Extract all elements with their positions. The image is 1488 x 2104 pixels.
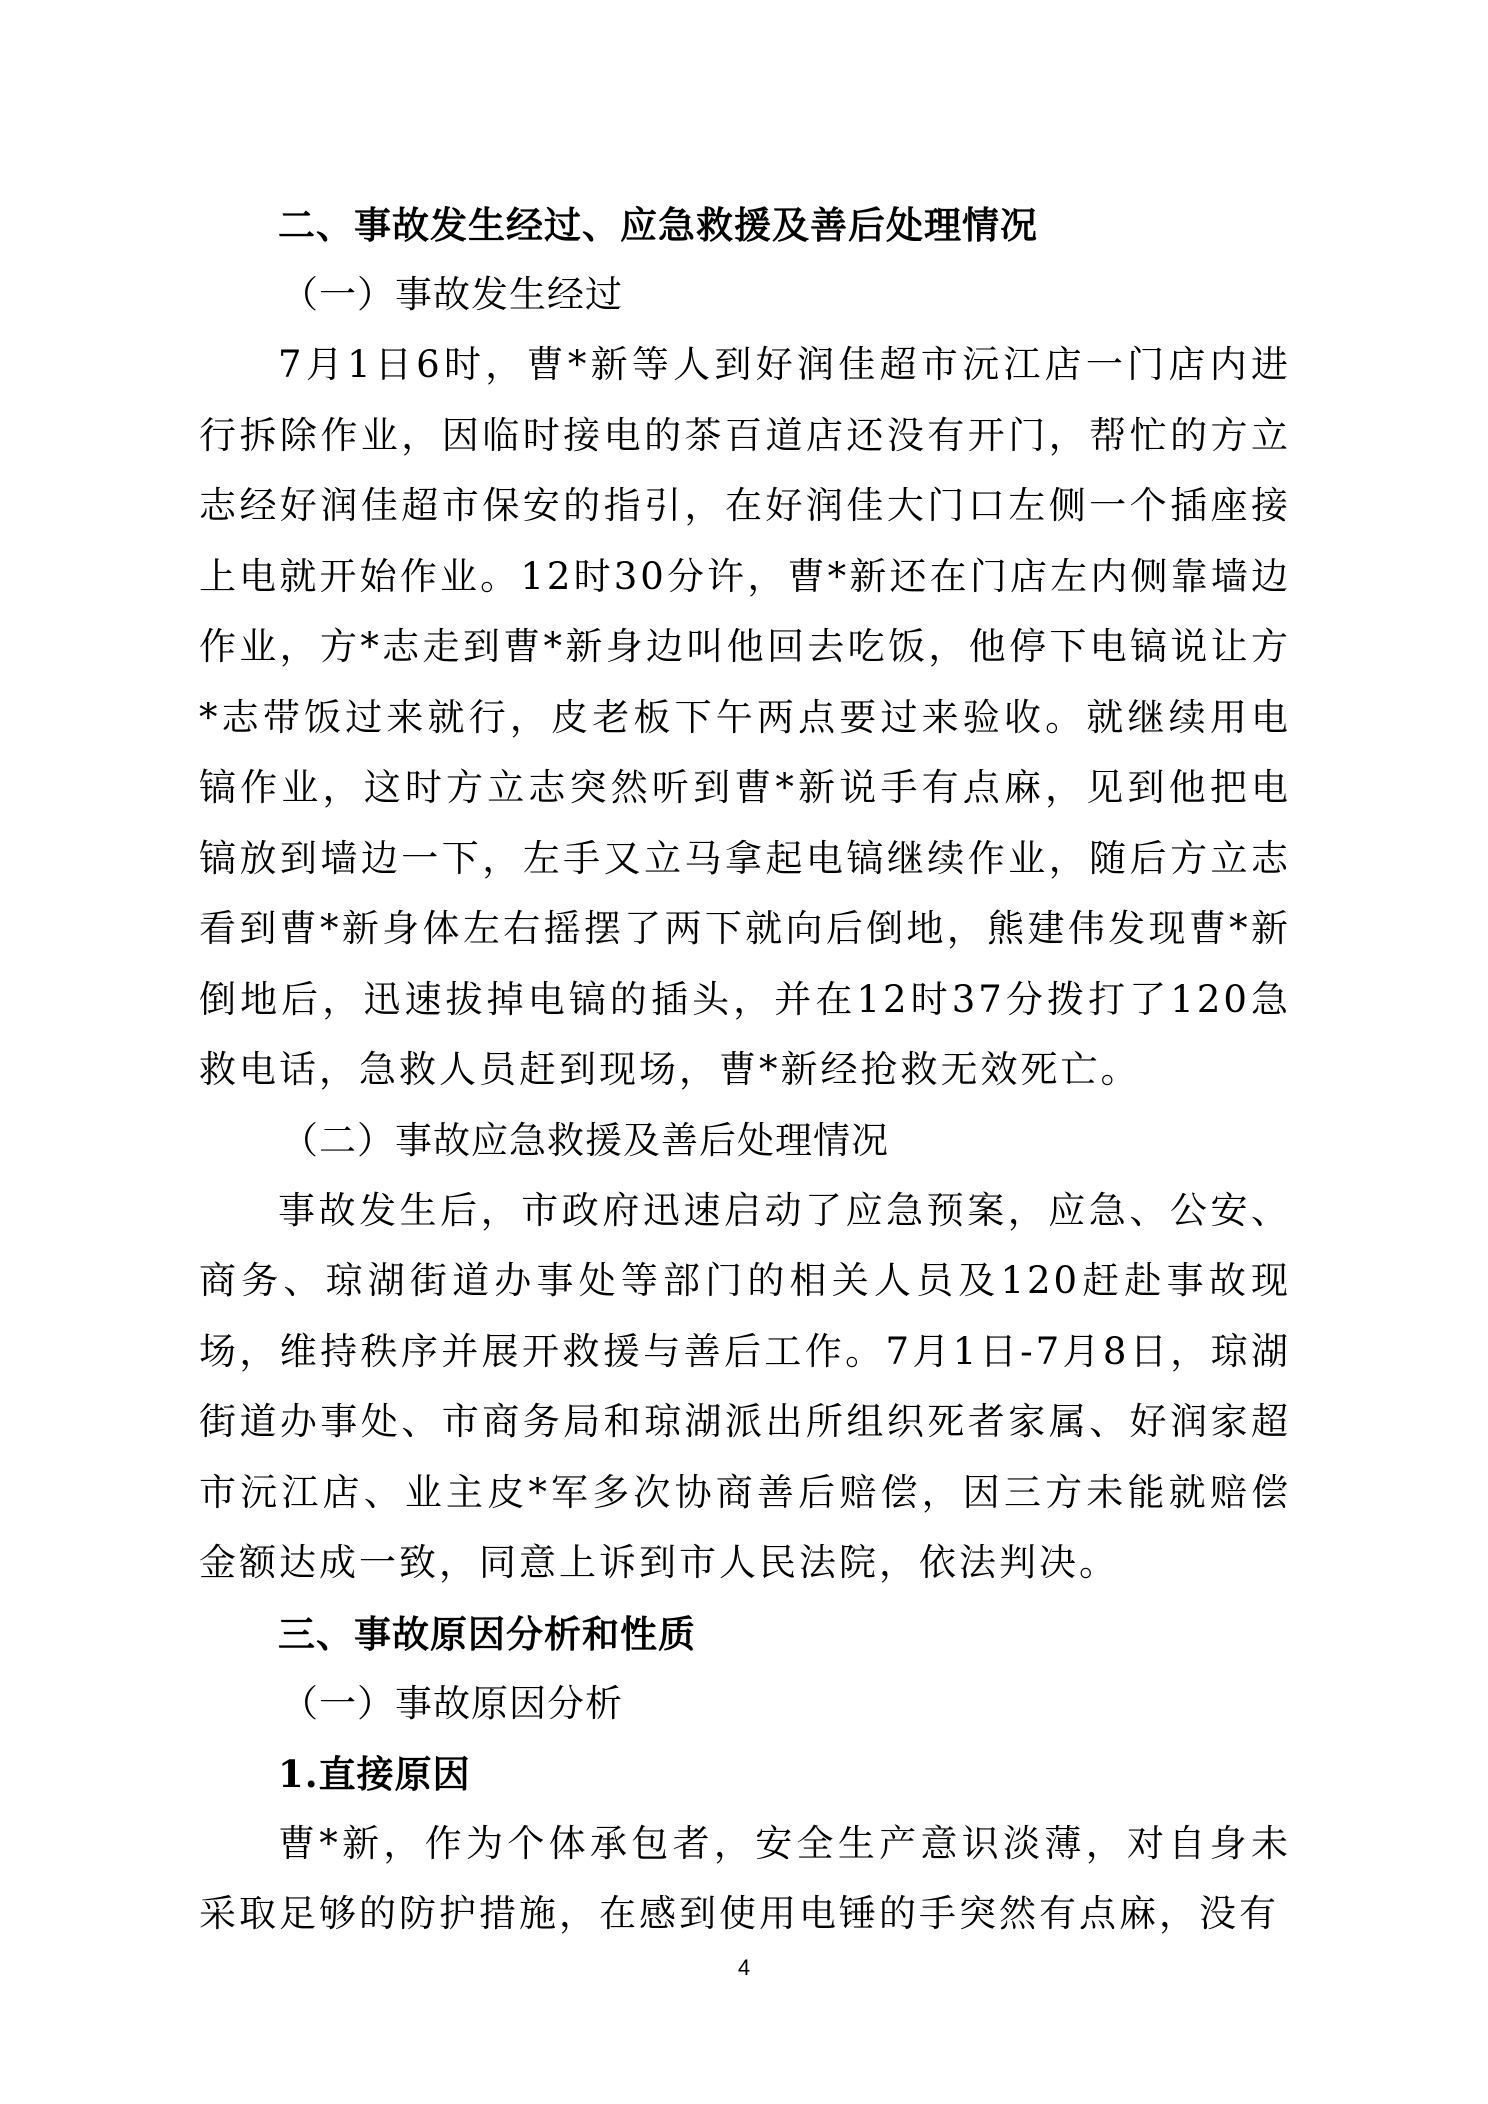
section-2-1-heading: （一）事故发生经过 (281, 273, 623, 316)
section-3-1-heading: （一）事故原因分析 (281, 1681, 623, 1725)
section-2-heading: 二、事故发生经过、应急救援及善后处理情况 (278, 203, 1038, 247)
direct-cause-paragraph: 曹*新，作为个体承包者，安全生产意识淡薄，对自身未采取足够的防护措施，在感到使用电锤的手突然有点麻，没有 (199, 1821, 1291, 1935)
rescue-aftermath-paragraph: 事故发生后，市政府迅速启动了应急预案，应急、公安、商务、琼湖街道办事处等部门的相关人员及120赶赴事故现场，维持秩序并展开救援与善后工作。7月1日-7月8日，琼湖街道办事处、市商务局和琼湖派出所组织死者家属、好润家超市沅江店、业主皮*军多次协商善后赔偿，因三方未能就赔偿金额达成一致，同意上诉到市人民法院，依法判决。 (199, 1188, 1291, 1584)
section-2-2-heading: （二）事故应急救援及善后处理情况 (281, 1118, 889, 1162)
direct-cause-heading: 1.直接原因 (278, 1751, 471, 1796)
document-body (199, 190, 1291, 1950)
incident-process-paragraph: 7月1日6时，曹*新等人到好润佳超市沅江店一门店内进行拆除作业，因临时接电的茶百道店还没有开门，帮忙的方立志经好润佳超市保安的指引，在好润佳大门口左侧一个插座接上电就开始作业。12时30分许，曹*新还在门店左内侧靠墙边作业，方*志走到曹*新身边叫他回去吃饭，他停下电镐说让方*志带饭过来就行，皮老板下午两点要过来验收。就继续用电镐作业，这时方立志突然听到曹*新说手有点麻，见到他把电镐放到墙边一下，左手又立马拿起电镐继续作业，随后方立志看到曹*新身体左右摇摆了两下就向后倒地，熊建伟发现曹*新倒地后，迅速拔掉电镐的插头，并在12时37分拨打了120急救电话，急救人员赶到现场，曹*新经抢救无效死亡。 (199, 343, 1291, 1091)
page-number: 4 (737, 1955, 751, 1980)
section-3-heading: 三、事故原因分析和性质 (278, 1611, 696, 1656)
